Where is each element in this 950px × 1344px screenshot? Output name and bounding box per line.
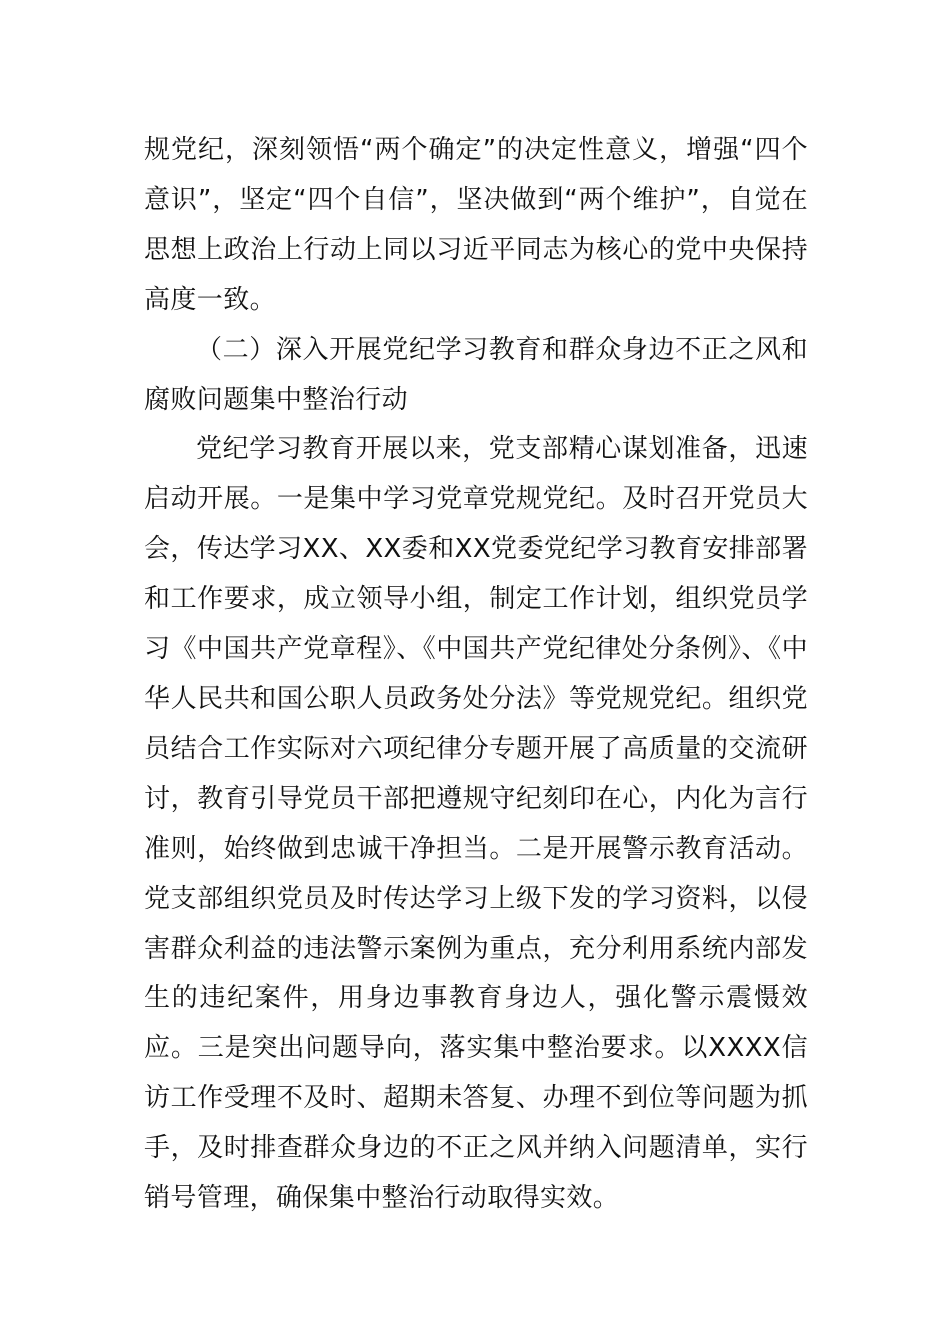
document-body [144,126,808,1224]
paragraph-body: 党纪学习教育开展以来，党支部精心谋划准备，迅速启动开展。一是集中学习党章党规党纪。及时召开党员大会，传达学习XX、XX委和XX党委党纪学习教育安排部署和工作要求，成立领导小组，制定工作计划，组织党员学习《中国共产党章程》、《中国共产党纪律处分条例》、《中华人民共和国公职人员政务处分法》等党规党纪。组织党员结合工作实际对六项纪律分专题开展了高质量的交流研讨，教育引导党员干部把遵规守纪刻印在心，内化为言行准则，始终做到忠诚干净担当。二是开展警示教育活动。党支部组织党员及时传达学习上级下发的学习资料，以侵害群众利益的违法警示案例为重点，充分利用系统内部发生的违纪案件，用身边事教育身边人，强化警示震慑效应。三是突出问题导向，落实集中整治要求。以XXXX信访工作受理不及时、超期未答复、办理不到位等问题为抓手，及时排查群众身边的不正之风并纳入问题清单，实行销号管理，确保集中整治行动取得实效。 [144,434,808,1214]
section-heading: （二）深入开展党纪学习教育和群众身边不正之风和腐败问题集中整治行动 [144,334,808,415]
paragraph-continuation: 规党纪，深刻领悟“两个确定”的决定性意义，增强“四个意识”，坚定“四个自信”，坚决做到“两个维护”，自觉在思想上政治上行动上同以习近平同志为核心的党中央保持高度一致。 [144,135,808,315]
